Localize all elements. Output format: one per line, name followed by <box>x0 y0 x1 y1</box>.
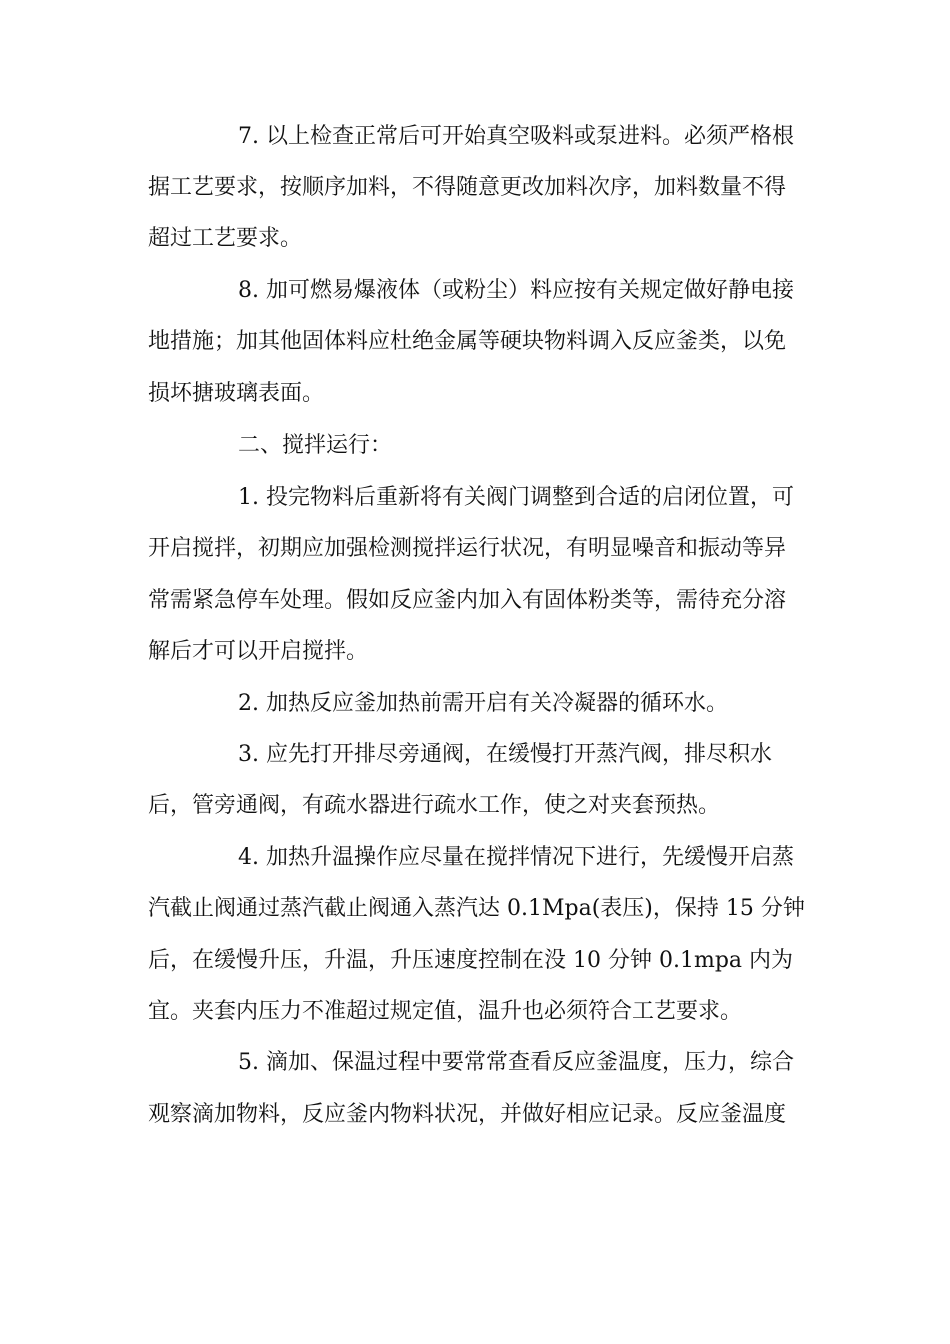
section-heading: 二、搅拌运行： <box>238 433 393 458</box>
text-line: 解后才可以开启搅拌。 <box>148 639 369 664</box>
text-line: 5. 滴加、保温过程中要常常查看反应釜温度，压力，综合 <box>238 1050 794 1075</box>
text-line: 后，管旁通阀，有疏水器进行疏水工作，使之对夹套预热。 <box>148 793 721 818</box>
text-line: 后，在缓慢升压，升温，升压速度控制在没 10 分钟 0.1mpa 内为 <box>148 948 794 973</box>
text-line: 8. 加可燃易爆液体（或粉尘）料应按有关规定做好静电接 <box>238 278 794 303</box>
text-line: 观察滴加物料，反应釜内物料状况，并做好相应记录。反应釜温度 <box>148 1102 787 1127</box>
text-line: 4. 加热升温操作应尽量在搅拌情况下进行，先缓慢开启蒸 <box>238 845 794 870</box>
text-line: 常需紧急停车处理。假如反应釜内加入有固体粉类等，需待充分溶 <box>148 588 787 613</box>
text-line: 开启搅拌，初期应加强检测搅拌运行状况，有明显噪音和振动等异 <box>148 536 787 561</box>
text-line: 超过工艺要求。 <box>148 226 303 251</box>
text-line: 1. 投完物料后重新将有关阀门调整到合适的启闭位置，可 <box>238 485 794 510</box>
text-line: 损坏搪玻璃表面。 <box>148 381 325 406</box>
text-line: 宜。夹套内压力不准超过规定值，温升也必须符合工艺要求。 <box>148 999 743 1024</box>
text-line: 7. 以上检查正常后可开始真空吸料或泵进料。必须严格根 <box>238 124 794 149</box>
text-line: 3. 应先打开排尽旁通阀，在缓慢打开蒸汽阀，排尽积水 <box>238 742 772 767</box>
text-line: 据工艺要求，按顺序加料，不得随意更改加料次序，加料数量不得 <box>148 175 787 200</box>
text-line: 2. 加热反应釜加热前需开启有关冷凝器的循环水。 <box>238 691 728 716</box>
text-line: 汽截止阀通过蒸汽截止阀通入蒸汽达 0.1Mpa(表压)，保持 15 分钟 <box>148 896 805 921</box>
text-line: 地措施；加其他固体料应杜绝金属等硬块物料调入反应釜类，以免 <box>148 329 787 354</box>
